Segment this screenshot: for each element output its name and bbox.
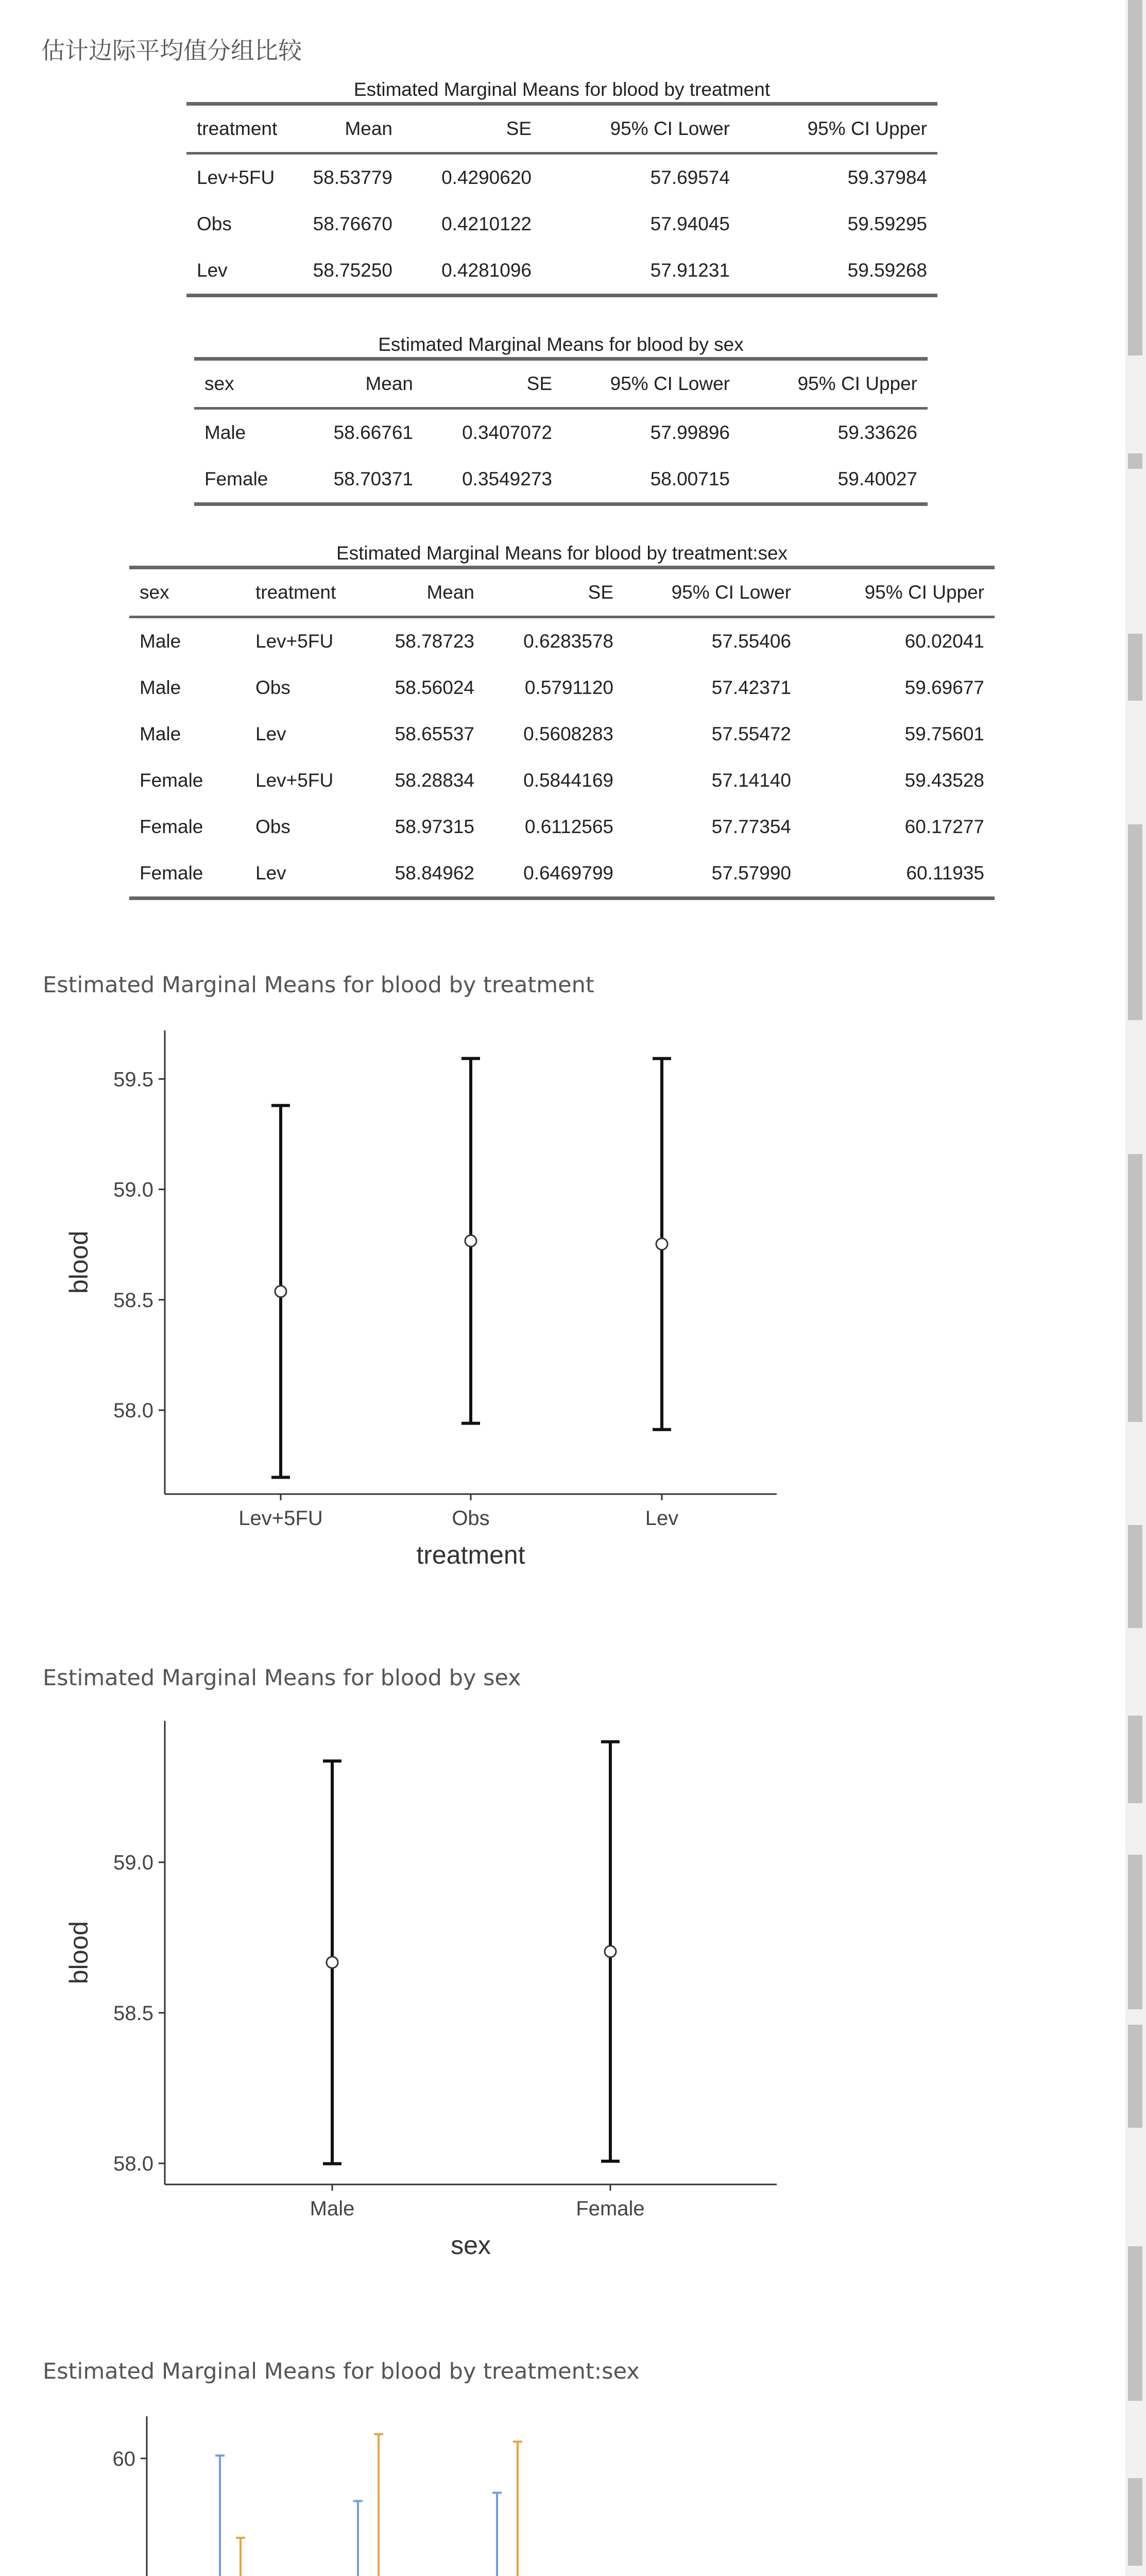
plot-title: Estimated Marginal Means for blood by treatment:sex [43, 2359, 640, 2384]
table-cell: 59.40027 [740, 456, 928, 504]
table-cell: 57.77354 [711, 816, 791, 837]
table-cell: Female [140, 816, 203, 837]
table-cell: 59.69677 [904, 677, 984, 698]
column-header: 95% CI Upper [740, 104, 937, 154]
table-by-treatment [186, 77, 937, 297]
table-cell: Lev [186, 247, 300, 296]
table-row [129, 711, 995, 757]
table-by-sex [194, 332, 928, 506]
table-caption: Estimated Marginal Means for blood by treatment [353, 79, 771, 100]
table-cell: 0.5608283 [523, 723, 613, 744]
mean-point [605, 1946, 616, 1957]
table-cell: Obs [197, 213, 232, 234]
table-cell: 58.65537 [395, 723, 474, 744]
table-row [129, 665, 995, 711]
column-header: 95% CI Lower [624, 568, 801, 617]
table-cell: 0.4210122 [441, 213, 532, 234]
table-row [186, 201, 937, 247]
y-tick-label: 59.0 [113, 1178, 153, 1201]
table-cell: Female [129, 850, 245, 899]
column-header: SE [403, 104, 542, 154]
mean-point [275, 1286, 286, 1297]
table-row [186, 247, 937, 296]
column-header: sex [129, 568, 245, 617]
scrollbar-segment [1128, 1855, 1142, 2009]
x-tick-label: Female [576, 2197, 645, 2220]
table-header-row [194, 359, 928, 409]
y-axis-title: blood [64, 1230, 93, 1294]
plot-by-treatment [0, 1010, 824, 1577]
y-tick-label: 58.0 [113, 2153, 153, 2176]
table-cell: 57.94045 [650, 213, 730, 234]
column-header: 95% CI Lower [542, 104, 740, 154]
table-row [129, 804, 995, 850]
table-cell: Lev+5FU [197, 167, 275, 188]
table-cell: 58.53779 [313, 167, 392, 188]
table-cell: 58.56024 [395, 677, 474, 698]
table-cell: Female [140, 770, 203, 791]
scrollbar-segment [1128, 1525, 1142, 1628]
results-table [186, 102, 937, 297]
table-caption: Estimated Marginal Means for blood by treatment:sex [336, 543, 788, 564]
table-cell: 0.6469799 [485, 850, 624, 899]
page-title: 估计边际平均值分组比较 [41, 37, 302, 64]
table-cell: Obs [255, 677, 290, 698]
table-cell: 58.28834 [395, 770, 474, 791]
table-cell: Female [194, 456, 313, 504]
table-cell: 58.76670 [313, 213, 392, 234]
results-table [129, 566, 995, 900]
scrollbar-segment [1128, 2025, 1142, 2128]
table-cell: 58.75250 [300, 247, 403, 296]
table-row [129, 850, 995, 899]
table-cell: 0.4290620 [441, 167, 532, 188]
table-cell: 0.5791120 [524, 677, 613, 698]
table-cell: 0.3549273 [423, 456, 562, 504]
column-header: treatment [245, 568, 379, 617]
y-tick-label: 58.5 [113, 2002, 153, 2025]
scrollbar-segment [1128, 1716, 1142, 1803]
y-tick-label: 59.5 [113, 1068, 153, 1091]
table-cell: 58.70371 [313, 456, 423, 504]
x-tick-label: Lev [645, 1507, 679, 1530]
table-cell: Male [140, 723, 181, 744]
scrollbar-segment [1128, 1154, 1142, 1422]
results-table [194, 357, 928, 506]
table-cell: 57.57990 [624, 850, 801, 899]
x-axis-title: sex [451, 2231, 491, 2260]
table-cell: 57.14140 [711, 770, 791, 791]
plot-by-sex [0, 1700, 824, 2272]
table-cell: 59.37984 [847, 167, 927, 188]
x-axis-title: treatment [416, 1540, 525, 1569]
table-caption: Estimated Marginal Means for blood by sex [378, 334, 744, 355]
y-tick-label: 60 [112, 2447, 135, 2470]
table-row [129, 617, 995, 665]
column-header: sex [194, 359, 313, 409]
mean-point [327, 1957, 338, 1968]
table-cell: Male [140, 677, 181, 698]
column-header: 95% CI Upper [801, 568, 995, 617]
table-cell: 59.59295 [847, 213, 927, 234]
mean-point [465, 1235, 476, 1247]
table-cell: 58.00715 [562, 456, 740, 504]
table-cell: 58.84962 [379, 850, 485, 899]
y-axis-title: blood [64, 1921, 93, 1985]
table-by-treatment-sex [129, 541, 995, 900]
table-cell: 60.02041 [904, 631, 984, 652]
scrollbar-thumb[interactable] [1128, 0, 1142, 355]
table-cell: 59.59268 [740, 247, 937, 296]
table-row [194, 456, 928, 504]
table-cell: 0.6112565 [524, 816, 613, 837]
scrollbar-segment [1128, 634, 1142, 701]
x-tick-label: Lev+5FU [238, 1507, 323, 1530]
table-cell: 57.55406 [711, 631, 791, 652]
table-header-row [129, 568, 995, 617]
y-tick-label: 58.0 [113, 1399, 153, 1422]
scrollbar-segment [1128, 2246, 1142, 2401]
table-cell: 57.55472 [711, 723, 791, 744]
table-cell: 59.33626 [837, 422, 917, 443]
table-cell: 58.66761 [333, 422, 413, 443]
table-cell: Lev [245, 850, 379, 899]
y-tick-label: 59.0 [113, 1851, 153, 1874]
table-cell: 58.78723 [395, 631, 474, 652]
table-cell: 57.69574 [650, 167, 730, 188]
table-cell: Obs [255, 816, 290, 837]
table-cell: 58.97315 [395, 816, 474, 837]
table-cell: 57.91231 [542, 247, 740, 296]
table-header-row [186, 104, 937, 154]
scrollbar-segment [1128, 2478, 1142, 2566]
table-cell: 60.17277 [904, 816, 984, 837]
table-row [194, 409, 928, 456]
x-tick-label: Male [310, 2197, 355, 2220]
table-cell: 0.3407072 [462, 422, 552, 443]
column-header: 95% CI Upper [740, 359, 928, 409]
plot-title: Estimated Marginal Means for blood by treatment [43, 972, 594, 998]
column-header: 95% CI Lower [562, 359, 740, 409]
table-cell: Lev+5FU [255, 770, 334, 791]
table-row [186, 154, 937, 201]
scrollbar-segment [1128, 824, 1142, 1020]
column-header: treatment [186, 104, 300, 154]
x-tick-label: Obs [452, 1507, 490, 1530]
table-cell: 57.99896 [650, 422, 730, 443]
table-cell: 60.11935 [801, 850, 995, 899]
column-header: SE [423, 359, 562, 409]
table-cell: Lev+5FU [255, 631, 334, 652]
table-cell: Lev [255, 723, 286, 744]
column-header: Mean [313, 359, 423, 409]
table-cell: Male [140, 631, 181, 652]
table-cell: 0.5844169 [523, 770, 613, 791]
table-row [129, 757, 995, 804]
scrollbar-segment [1128, 453, 1142, 469]
column-header: Mean [300, 104, 403, 154]
table-cell: Male [204, 422, 246, 443]
plot-by-treatment-sex [0, 2396, 824, 2576]
plot-title: Estimated Marginal Means for blood by sex [43, 1665, 521, 1691]
table-cell: 0.4281096 [403, 247, 542, 296]
mean-point [656, 1239, 668, 1250]
column-header: SE [485, 568, 624, 617]
table-cell: 59.75601 [904, 723, 984, 744]
table-cell: 59.43528 [904, 770, 984, 791]
table-cell: 57.42371 [711, 677, 791, 698]
y-tick-label: 58.5 [113, 1289, 153, 1312]
table-cell: 0.6283578 [523, 631, 613, 652]
column-header: Mean [379, 568, 485, 617]
